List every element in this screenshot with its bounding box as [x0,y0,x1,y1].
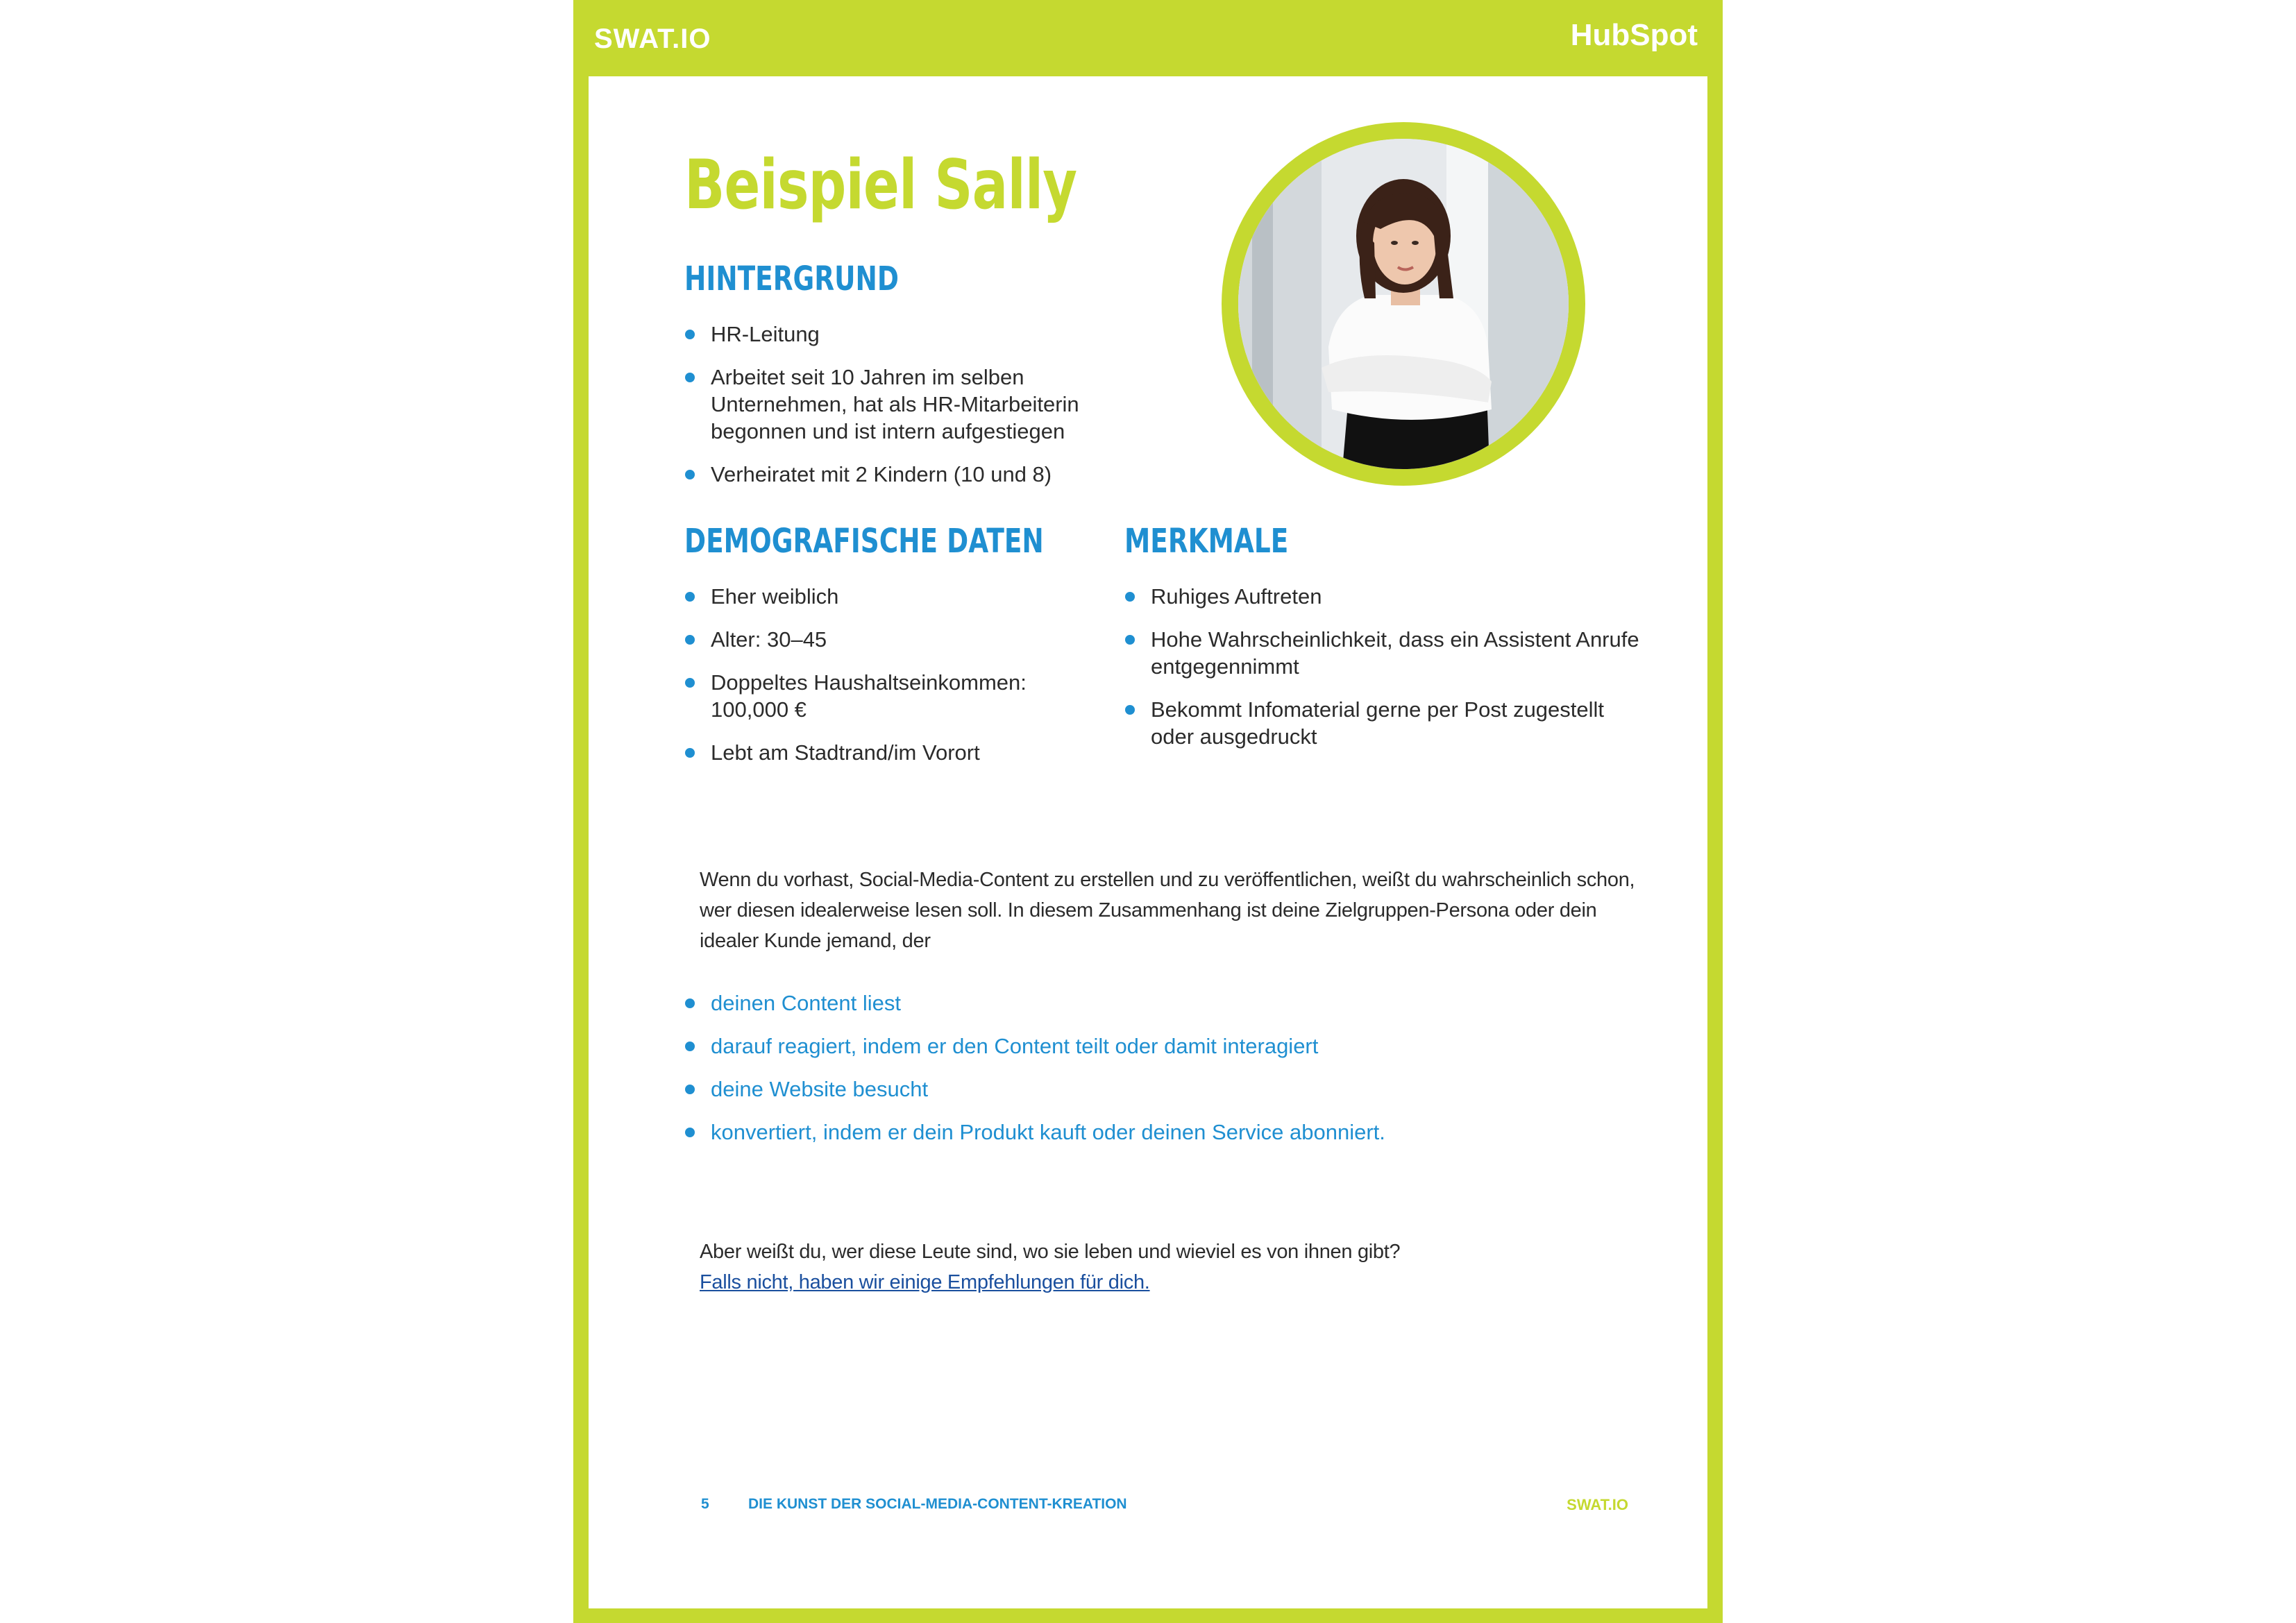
page-title: Beispiel Sally [684,146,1077,225]
list-persona-points [684,989,1587,1162]
list-item: Arbeitet seit 10 Jahren im selben Unternehmen, hat als HR-Mitarbeiterin begonnen und ist intern aufgestiegen [684,364,1115,445]
list-item: Ruhiges Auftreten [1124,583,1652,610]
persona-photo [1238,139,1569,469]
page-number: 5 [701,1496,709,1512]
list-item: Alter: 30–45 [684,626,1080,653]
persona-photo-frame [1222,122,1585,486]
heading-hintergrund: HINTERGRUND [684,260,899,298]
heading-demografische-daten: DEMOGRAFISCHE DATEN [684,522,1044,561]
list-item: Verheiratet mit 2 Kindern (10 und 8) [684,461,1115,488]
list-demografische-daten [684,583,1080,782]
swat-io-logo: SWAT.IO [594,24,711,54]
footer-brand: SWAT.IO [1567,1496,1628,1513]
list-item: konvertiert, indem er dein Produkt kauft oder deinen Service abonniert. [684,1119,1587,1146]
recommendations-link[interactable]: Falls nicht, haben wir einige Empfehlungen für dich. [700,1271,1150,1293]
list-item: Eher weiblich [684,583,1080,610]
list-hintergrund [684,321,1115,504]
list-merkmale [1124,583,1652,766]
closing-paragraph [700,1237,1644,1298]
list-item: deine Website besucht [684,1076,1587,1103]
closing-question: Aber weißt du, wer diese Leute sind, wo sie leben und wieviel es von ihnen gibt? [700,1241,1401,1263]
footer-document-title: DIE KUNST DER SOCIAL-MEDIA-CONTENT-KREATION [748,1496,1127,1512]
list-item: Lebt am Stadtrand/im Vorort [684,739,1080,766]
list-item: Bekommt Infomaterial gerne per Post zugestellt oder ausgedruckt [1124,696,1652,750]
hubspot-logo-text: HubSpot [1570,18,1698,52]
heading-merkmale: MERKMALE [1124,522,1289,561]
list-item: deinen Content liest [684,989,1587,1017]
hubspot-logo [1571,18,1698,53]
page-content [589,76,1707,1608]
intro-paragraph: Wenn du vorhast, Social-Media-Content zu erstellen und zu veröffentlichen, weißt du wahrscheinlich schon, wer diesen idealerweise lesen soll. In diesem Zusammenhang ist deine Zielgruppen-Persona oder dein idealer Kunde jemand, der [700,869,1635,952]
list-item: darauf reagiert, indem er den Content teilt oder damit interagiert [684,1033,1587,1060]
page-frame [573,0,1723,1623]
list-item: Hohe Wahrscheinlichkeit, dass ein Assistent Anrufe entgegennimmt [1124,626,1652,680]
list-item: Doppeltes Haushaltseinkommen: 100,000 € [684,669,1080,723]
woman-portrait-icon [1238,139,1569,469]
list-item: HR-Leitung [684,321,1115,348]
